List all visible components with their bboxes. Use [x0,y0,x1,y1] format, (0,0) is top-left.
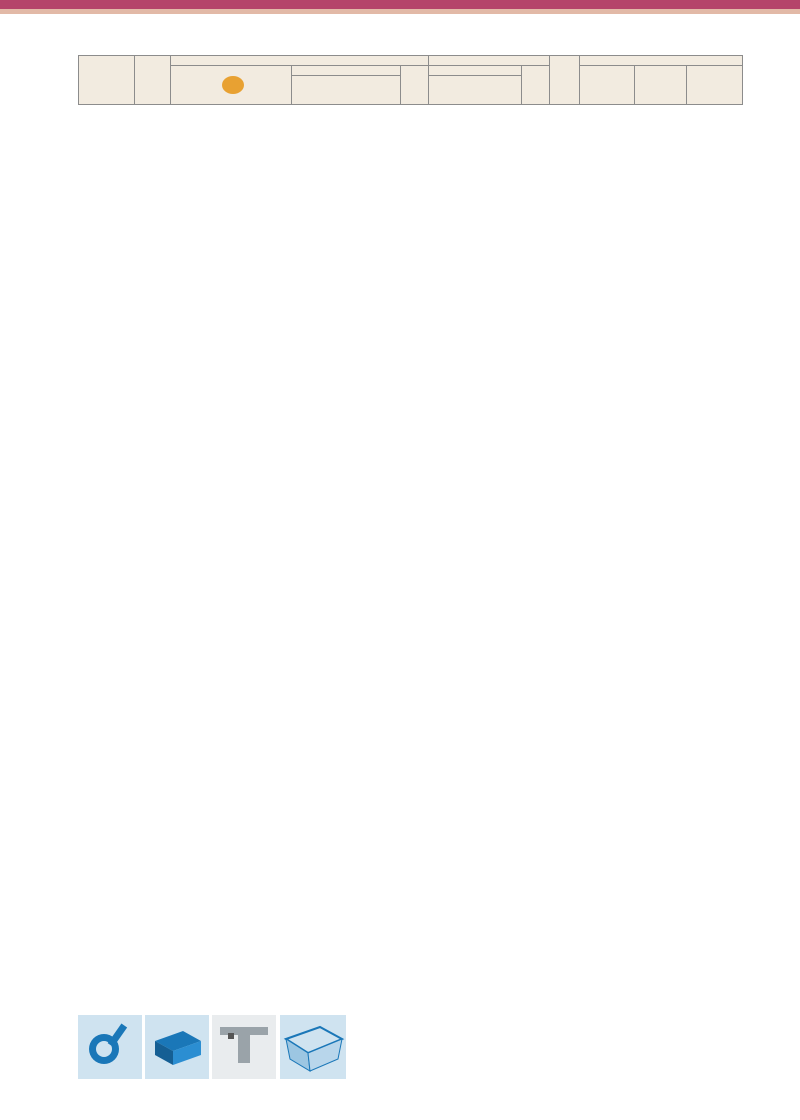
dust-tray-icon [280,1015,346,1079]
header-frame [429,56,550,66]
accessory-bolt-cap [145,1015,211,1097]
accessory-wrench [78,1015,144,1097]
bolt-cap-icon [145,1015,209,1079]
accessory-rubber-packing [212,1015,278,1097]
section-sidebar [744,100,800,1070]
header-set [687,66,743,105]
header-price [580,56,743,66]
header-weight [400,66,428,105]
packing-icon [212,1015,276,1079]
header-frame-dim-note [429,76,521,105]
header-frame-price [634,66,686,105]
accessory-dust-tray [280,1015,350,1097]
header-body [580,66,635,105]
header-total [549,56,579,105]
top-band [0,9,800,14]
header-hole [79,56,135,105]
header-frame-dim [429,66,521,76]
header-dim [291,66,400,76]
header-frame-weight [521,66,549,105]
top-accent-bar [0,0,800,9]
header-dim-note [291,76,400,105]
header-load [134,56,171,105]
price-table [78,55,743,105]
header-model [171,66,292,105]
header-grating [171,56,429,66]
wrench-icon [78,1015,142,1079]
standard-badge [222,76,244,94]
